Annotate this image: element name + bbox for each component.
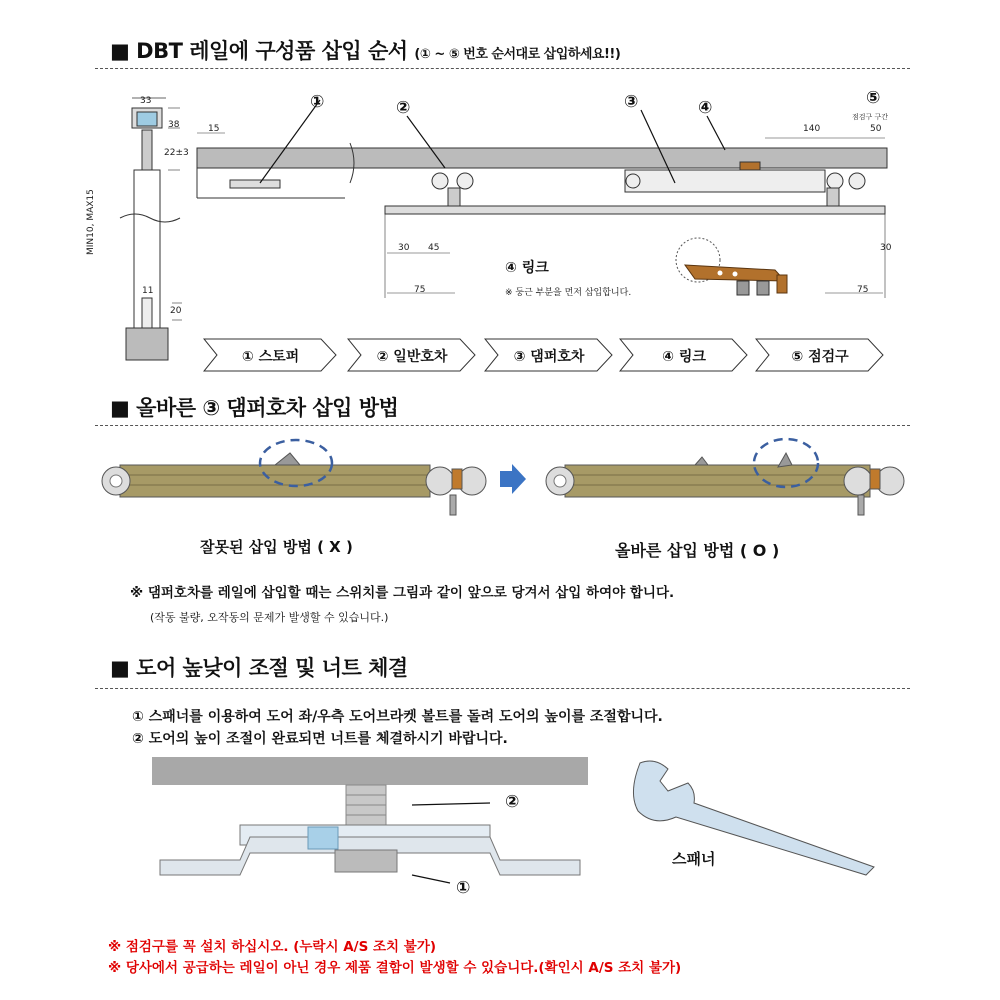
section1-note: (① ~ ⑤ 번호 순서대로 삽입하세요!!): [414, 47, 621, 62]
warning-rail-supply: ※ 당사에서 공급하는 레일이 아닌 경우 제품 결함이 발생할 수 있습니다.(확인시 A/S 조치 불가): [108, 960, 682, 976]
section1-title: DBT 레일에 구성품 삽입 순서: [136, 39, 408, 63]
step-stopper: [203, 338, 338, 372]
step-label: ④ 링크: [662, 349, 706, 365]
square-bullet-icon: ■: [110, 39, 130, 63]
dim-50: 50: [870, 124, 882, 134]
rail-cross-section-diagram: [100, 88, 190, 370]
wrong-method-label: 잘못된 삽입 방법 ( X ): [200, 538, 353, 556]
dim-33: 33: [140, 96, 152, 106]
callout-3: ③: [624, 92, 639, 112]
section2-title: 올바른 ③ 댐퍼호차 삽입 방법: [136, 396, 399, 420]
dim-38: 38: [168, 120, 180, 130]
square-bullet-icon: ■: [110, 396, 130, 420]
link-note: ※ 둥근 부분을 먼저 삽입합니다.: [505, 288, 632, 298]
callout-4: ④: [698, 98, 713, 118]
section2-heading: [110, 392, 398, 422]
callout-2: ②: [396, 98, 411, 118]
right-arrow-icon: [498, 462, 528, 496]
warning-inspection-cover: ※ 점검구를 꼭 설치 하십시오. (누락시 A/S 조치 불가): [108, 939, 437, 955]
height-adjust-step-1: ① 스패너를 이용하여 도어 좌/우측 도어브라켓 볼트를 돌려 도어의 높이를 조절합니다.: [132, 709, 663, 725]
step-link: [619, 338, 749, 372]
dim-15: 15: [208, 124, 220, 134]
step-label: ① 스토퍼: [241, 349, 300, 365]
dim-22: 22±3: [164, 148, 189, 158]
section3-title: 도어 높낮이 조절 및 너트 체결: [136, 656, 408, 680]
height-adjust-step-2: ② 도어의 높이 조절이 완료되면 너트를 체결하시기 바랍니다.: [132, 731, 508, 747]
divider: [95, 688, 910, 689]
step-damper-carrier: [484, 338, 614, 372]
section1-heading: [110, 35, 620, 65]
spanner-icon: [628, 755, 888, 880]
dim-45: 45: [428, 243, 440, 253]
callout-1: ①: [310, 92, 325, 112]
step-label: ③ 댐퍼호차: [513, 349, 585, 365]
dim-30-left: 30: [398, 243, 410, 253]
damper-correct-image: [540, 435, 930, 525]
dim-140: 140: [803, 124, 821, 134]
bolt-callout: ①: [456, 878, 471, 898]
dim-min-max: MIN10, MAX15: [86, 189, 96, 255]
damper-wrong-image: [100, 435, 490, 525]
bracket-bolt-image: [150, 755, 590, 900]
divider: [95, 425, 910, 426]
damper-note: ※ 댐퍼호차를 레일에 삽입할 때는 스위치를 그림과 같이 앞으로 당겨서 삽입 하여야 합니다.: [130, 585, 675, 601]
spanner-label: 스패너: [672, 850, 716, 868]
step-label: ⑤ 점검구: [791, 349, 849, 365]
rail-assembly-diagram: [195, 88, 915, 310]
dim-20: 20: [170, 306, 182, 316]
correct-method-label: 올바른 삽입 방법 ( O ): [615, 541, 780, 560]
link-label: ④ 링크: [505, 260, 549, 276]
square-bullet-icon: ■: [110, 656, 130, 680]
section3-heading: [110, 652, 408, 682]
step-inspection-cover: [755, 338, 885, 372]
step-label: ② 일반호차: [376, 349, 448, 365]
dim-75-left: 75: [414, 285, 426, 295]
inspect-zone-label: 점검구 구간: [852, 113, 889, 121]
callout-5: ⑤: [866, 88, 881, 108]
link-part-image: [665, 235, 795, 313]
dim-75-right: 75: [857, 285, 869, 295]
dim-30-right: 30: [880, 243, 892, 253]
dim-11: 11: [142, 286, 154, 296]
divider: [95, 68, 910, 69]
nut-callout: ②: [505, 792, 520, 812]
damper-subnote: (작동 불량, 오작동의 문제가 발생할 수 있습니다.): [150, 611, 389, 624]
step-normal-carrier: [347, 338, 477, 372]
